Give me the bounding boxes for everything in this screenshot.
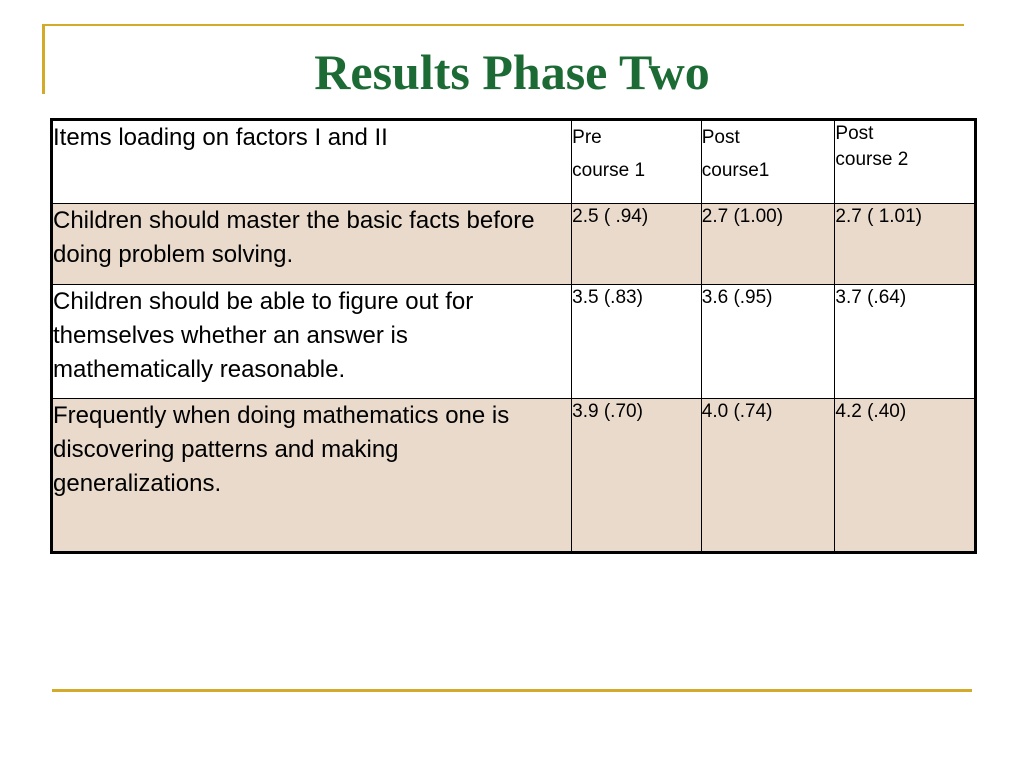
pre-course-1-value: 2.5 ( .94)	[572, 204, 702, 285]
table-row	[52, 204, 976, 285]
post-course-2-value: 3.7 (.64)	[835, 285, 976, 399]
header-post-course-1-line-2: course1	[701, 160, 770, 181]
header-item-cell	[52, 120, 572, 204]
header-pre-course-1-cell	[572, 120, 702, 204]
header-post-course-2-line-2: course 2	[835, 149, 909, 170]
post-course-2-value: 2.7 ( 1.01)	[835, 204, 976, 285]
decorative-bottom-line	[52, 689, 972, 692]
item-cell: Children should be able to figure out for themselves whether an answer is mathematically reasonable.	[52, 285, 572, 399]
header-post-course-1-line-1: Post	[701, 127, 740, 148]
post-course-1-value: 3.6 (.95)	[701, 285, 835, 399]
results-table	[50, 118, 977, 554]
pre-course-1-value: 3.9 (.70)	[572, 399, 702, 553]
post-course-2-value: 4.2 (.40)	[835, 399, 976, 553]
header-post-course-2-cell	[835, 120, 976, 204]
header-pre-course-1-line-2: course 1	[572, 160, 646, 181]
header-post-course-1-cell	[701, 120, 835, 204]
item-cell: Frequently when doing mathematics one is discovering patterns and making generalizations.	[52, 399, 572, 553]
table-header-row	[52, 120, 976, 204]
slide-title: Results Phase Two	[314, 44, 710, 100]
item-cell: Children should master the basic facts before doing problem solving.	[52, 204, 572, 285]
table-row	[52, 285, 976, 399]
pre-course-1-value: 3.5 (.83)	[572, 285, 702, 399]
header-pre-course-1-line-1: Pre	[572, 127, 602, 148]
header-item-label: Items loading on factors I and II	[53, 124, 388, 151]
decorative-top-line	[42, 24, 964, 26]
table-row	[52, 399, 976, 553]
post-course-1-value: 4.0 (.74)	[701, 399, 835, 553]
header-post-course-2-line-1: Post	[835, 123, 874, 144]
post-course-1-value: 2.7 (1.00)	[701, 204, 835, 285]
